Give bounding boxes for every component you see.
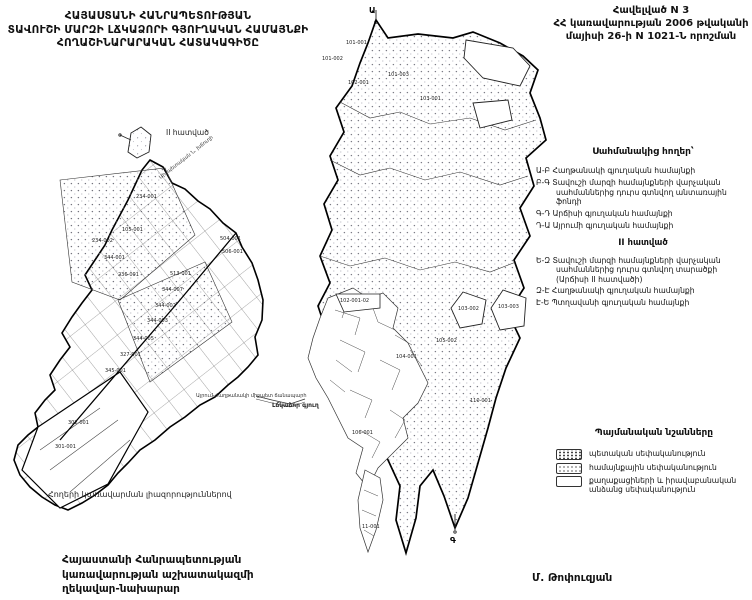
parcel-label: 345-001 (105, 368, 126, 374)
signatory-line-2: կառավարության աշխատակազմի (62, 568, 254, 581)
parcel-label: 102-001 (348, 80, 369, 86)
signature-name: Մ. Թոփուզյան (532, 572, 613, 584)
legend-rows (556, 449, 752, 494)
legend-item (556, 449, 752, 460)
road-label: Միջպետական Ն. խճուղի (158, 134, 215, 181)
signatory-line-1: Հայաստանի Հանրապետության (62, 554, 242, 566)
adjacent-land-item: Բ-Գ Տավուշի մարզի համայնքների վարչական սահմաններից դուրս գտնվող անտառային ֆոնդի (536, 178, 727, 207)
adjacent-land-item: Ա-Բ Հաղթանակի գյուղական համայնքի (536, 166, 696, 176)
parcel-label: 110-001 (470, 398, 491, 404)
parcel-label: 103-003 (498, 304, 519, 310)
parcel-label: 344-001 (104, 255, 125, 261)
parcel-label: 344-005 (133, 336, 154, 342)
left-map-section-label: II հատված (166, 128, 209, 137)
annex-reference (552, 4, 750, 43)
title-line-1: ՀԱՅԱՍՏԱՆԻ ՀԱՆՐԱՊԵՏՈՒԹՅԱՆ (64, 10, 252, 22)
adjacent-land-item: Գ-Դ Արճիսի գյուղական համայնքի (536, 209, 673, 219)
road-label: Այրում-Հաղթանակի միջպետ ճանապարհ (196, 393, 307, 399)
legend-item (556, 476, 752, 494)
adjacent-lands-list (536, 166, 750, 230)
parcel-label: 101-001 (346, 40, 367, 46)
parcel-label: 234-001 (136, 194, 157, 200)
private-ownership-swatch (556, 476, 582, 487)
document-title (6, 10, 310, 51)
adjacent-lands-block (536, 148, 750, 310)
boundary-point-label: Գ (450, 536, 456, 545)
signatory-title (62, 553, 254, 597)
legend-block (556, 428, 752, 497)
parcel-label: 103-001 (420, 96, 441, 102)
annex-line-3: մայիսի 26-ի N 1021-Ն որոշման (565, 31, 737, 42)
annex-line-2: ՀՀ կառավարության 2006 թվականի (553, 18, 749, 29)
parcel-label: 327-001 (120, 352, 141, 358)
parcel-label: 104-001 (396, 354, 417, 360)
signatory-line-3: ղեկավար-նախարար (62, 583, 180, 595)
title-line-3: ՀՈՂԱՇԻՆԱՐԱՐԱԿԱՆ ՀԱՏԱԿԱԳԻԾԸ (56, 37, 260, 49)
adjacent-land-item: Դ-Ա Այրումի գյուղական համայնքի (536, 220, 674, 230)
parcel-label: 344-002 (155, 303, 176, 309)
parcel-label: 234-002 (92, 238, 113, 244)
legend-item (556, 463, 752, 474)
left-map-caption: Հողերի կառավարման լիազորություններով (48, 490, 232, 499)
parcel-label: 302-001 (68, 420, 89, 426)
boundary-point-label: Ա (369, 6, 376, 15)
title-line-2: ՏԱՎՈՒՇԻ ՄԱՐԶԻ ԼՃԿԱՁՈՐԻ ԳՅՈՒՂԱԿԱՆ ՀԱՄԱՅՆՔԻ (7, 23, 309, 36)
annex-line-1: Հավելված N 3 (612, 5, 690, 16)
parcel-label: 101-002 (322, 56, 343, 62)
state-ownership-swatch (556, 449, 582, 460)
adjacent-land-item: Զ-Է Հաղթանակի գյուղական համայնքի (536, 286, 695, 296)
adjacent-land-item: Է-Ե Պտղավանի գյուղական համայնքի (536, 298, 690, 308)
adjacent-land-item: Ե-Զ Տավուշի մարզի համայնքների վարչական սահմաններից դուրս գտնվող տարածքի (Արճիսի II հատվածի) (536, 255, 721, 284)
parcel-label: 301-001 (55, 444, 76, 450)
legend-item-label: քաղաքացիների և իրավաբանական անձանց սեփականություն (589, 476, 737, 495)
community-ownership-swatch (556, 463, 582, 474)
section2-heading: II հատված (618, 238, 668, 249)
legend-heading: Պայմանական նշանները (594, 428, 714, 438)
legend-item-label: պետական սեփականություն (589, 449, 706, 458)
parcel-label: 103-002 (458, 306, 479, 312)
parcel-label: 105-002 (436, 338, 457, 344)
parcel-label: 344-007 (162, 287, 183, 293)
village-label: Լճկաձոր գյուղ (272, 402, 319, 409)
parcel-label: 106-001 (352, 430, 373, 436)
adjacent-lands-heading: Սահմանակից հողեր՝ (592, 147, 694, 157)
parcel-label: 236-001 (118, 272, 139, 278)
parcel-label: 506-001 (222, 249, 243, 255)
parcel-label: 102-001-02 (340, 298, 370, 304)
adjacent-lands-list-section2 (536, 256, 750, 308)
parcel-label: 105-001 (122, 227, 143, 233)
parcel-label: 504-001 (220, 236, 241, 242)
parcel-label: 11-001 (362, 524, 380, 530)
parcel-label: 513-001 (170, 271, 191, 277)
parcel-label: 101-003 (388, 72, 409, 78)
parcel-label: 344-003 (147, 318, 168, 324)
legend-item-label: համայնքային սեփականություն (589, 462, 717, 472)
